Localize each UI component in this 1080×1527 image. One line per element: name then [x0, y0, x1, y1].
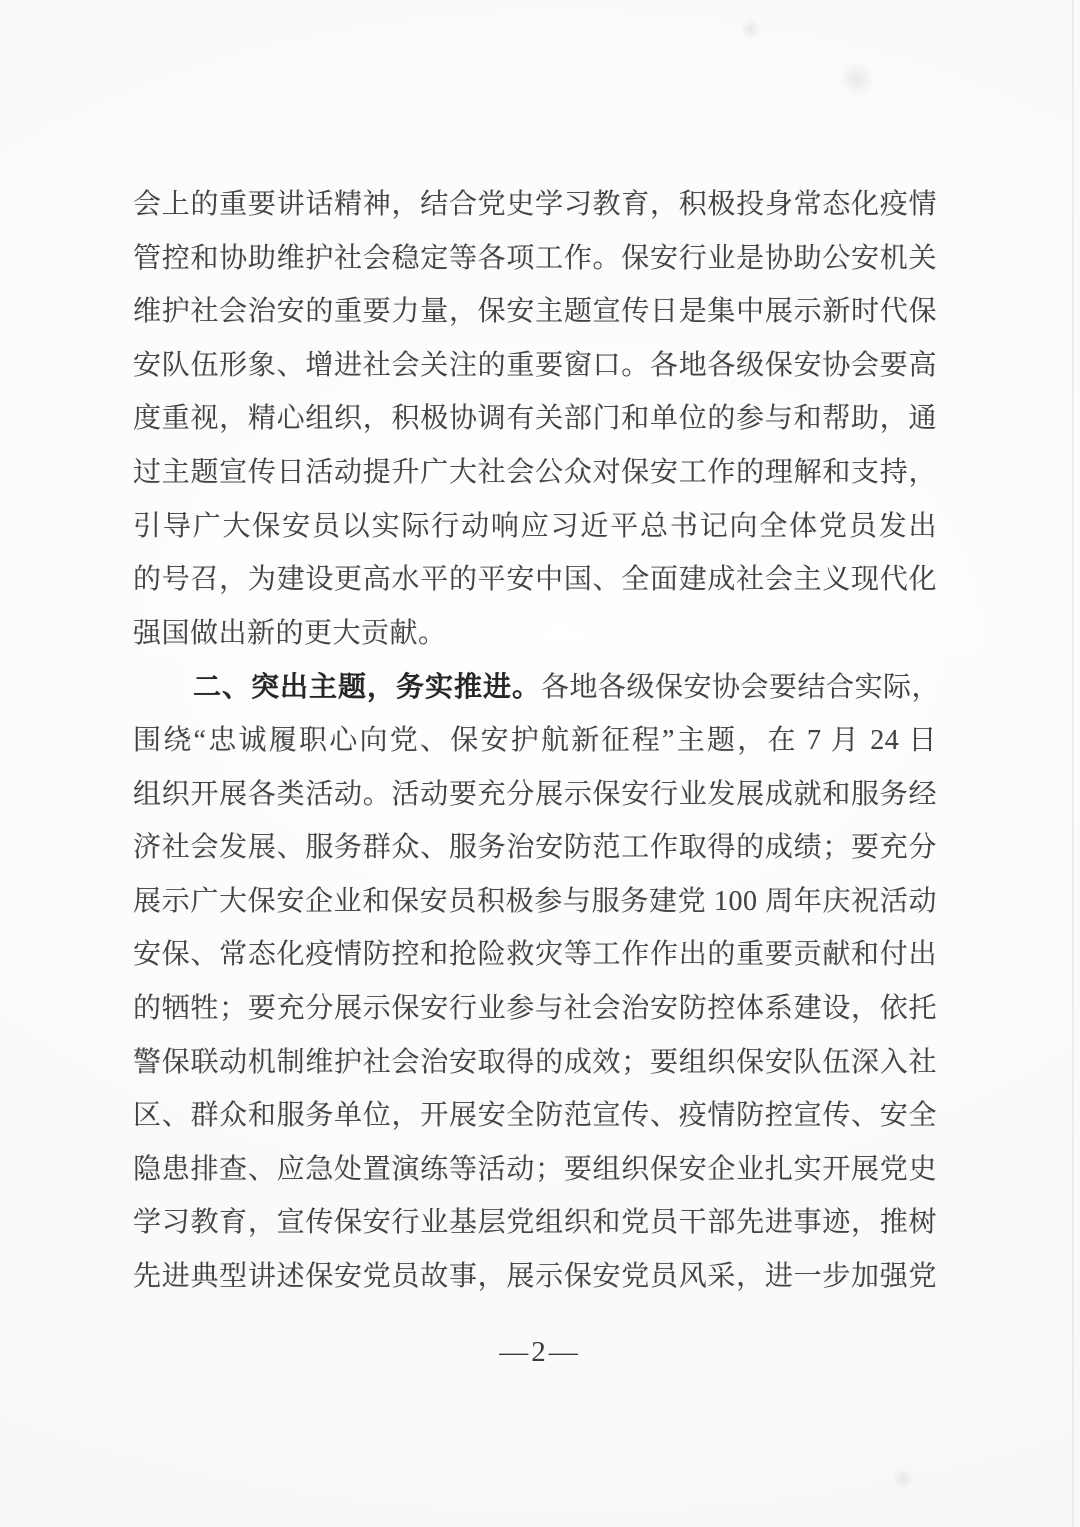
text-line: 会上的重要讲话精神，结合党史学习教育，积极投身常态化疫情: [133, 189, 937, 220]
text-line: 的号召，为建设更高水平的平安中国、全面建成社会主义现代化: [133, 564, 937, 596]
text-line: 度重视，精心组织，积极协调有关部门和单位的参与和帮助，通: [133, 403, 937, 435]
text-line: 强国做出新的更大贡献。: [133, 617, 447, 649]
page-footer: [0, 1336, 1080, 1369]
section-heading-rest: 各地各级保安协会要结合实际，: [541, 672, 941, 704]
page-number: —2—: [499, 1336, 581, 1368]
scan-edge-artifact: [1072, 0, 1074, 1527]
text-line: 的牺牲；要充分展示保安行业参与社会治安防控体系建设，依托: [133, 992, 937, 1024]
text-line: 学习教育，宣传保安行业基层党组织和党员干部先进事迹，推树: [133, 1207, 937, 1239]
text-line: 管控和协助维护社会稳定等各项工作。保安行业是协助公安机关: [133, 242, 937, 274]
text-line: 组织开展各类活动。活动要充分展示保安行业发展成就和服务经: [133, 778, 937, 810]
text-line: 展示广大保安企业和保安员积极参与服务建党 100 周年庆祝活动: [133, 885, 937, 917]
text-line: 安保、常态化疫情防控和抢险救灾等工作作出的重要贡献和付出: [133, 939, 937, 971]
scan-artifact: [740, 18, 762, 40]
text-line: 先进典型讲述保安党员故事，展示保安党员风采，进一步加强党: [133, 1260, 937, 1292]
text-line: 隐患排查、应急处置演练等活动；要组织保安企业扎实开展党史: [133, 1153, 937, 1185]
document-body: [133, 178, 941, 1303]
scan-artifact: [890, 1470, 916, 1488]
text-line: [133, 660, 941, 714]
text-line: 引导广大保安员以实际行动响应习近平总书记向全体党员发出: [133, 510, 937, 542]
scan-artifact: [840, 62, 874, 96]
text-line: 济社会发展、服务群众、服务治安防范工作取得的成绩；要充分: [133, 832, 937, 864]
text-line: 过主题宣传日活动提升广大社会公众对保安工作的理解和支持，: [133, 456, 937, 488]
text-line: 安队伍形象、增进社会关注的重要窗口。各地各级保安协会要高: [133, 349, 937, 381]
text-line: 围绕“忠诚履职心向党、保安护航新征程”主题，在 7 月 24 日: [133, 724, 937, 756]
text-line: 区、群众和服务单位，开展安全防范宣传、疫情防控宣传、安全: [133, 1100, 937, 1132]
section-heading: 二、突出主题，务实推进。: [193, 671, 542, 703]
text-line: 维护社会治安的重要力量，保安主题宣传日是集中展示新时代保: [133, 296, 937, 328]
text-line: 警保联动机制维护社会治安取得的成效；要组织保安队伍深入社: [133, 1046, 937, 1078]
